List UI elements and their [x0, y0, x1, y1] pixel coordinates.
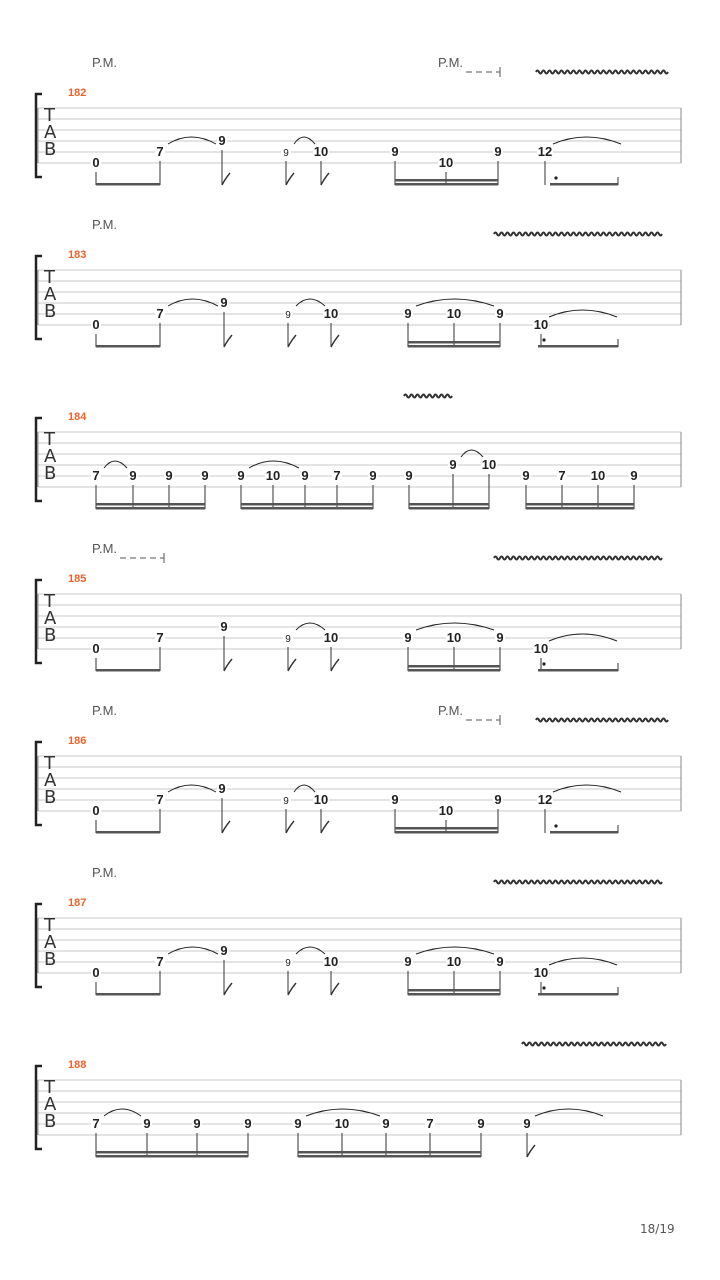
beam	[550, 183, 618, 186]
beam	[96, 1155, 248, 1158]
fret-number: 10	[438, 803, 454, 818]
fret-number: 9	[382, 1116, 390, 1131]
dot	[542, 986, 545, 989]
beam	[96, 669, 160, 672]
beam	[408, 345, 500, 348]
fret-number: 10	[446, 954, 462, 969]
fret-number: 10	[533, 965, 549, 980]
tab-clef-letter: T	[44, 105, 55, 126]
beam	[550, 831, 618, 834]
fret-number: 10	[446, 630, 462, 645]
dot	[542, 662, 545, 665]
note-flag	[527, 1145, 535, 1157]
system-bracket	[36, 1066, 42, 1149]
vibrato-mark	[494, 233, 662, 236]
fret-number: 10	[323, 306, 339, 321]
note-flag	[288, 659, 296, 671]
note-flag	[288, 335, 296, 347]
note-flag	[321, 821, 329, 833]
tab-clef-letter: A	[44, 122, 57, 143]
beam	[408, 669, 500, 672]
fret-number: 9	[285, 310, 291, 321]
tab-clef-letter: T	[44, 591, 55, 612]
note-flag	[224, 659, 232, 671]
tab-clef-letter: A	[44, 608, 57, 629]
fret-number: 10	[446, 306, 462, 321]
fret-number: 9	[143, 1116, 151, 1131]
fret-number: 9	[522, 468, 530, 483]
tab-clef-letter: T	[44, 429, 55, 450]
dot	[554, 176, 557, 179]
note-flag	[286, 821, 294, 833]
beam	[96, 183, 160, 186]
fret-number: 9	[496, 306, 504, 321]
vibrato-mark	[404, 395, 452, 398]
vibrato-mark	[536, 719, 668, 722]
fret-number: 9	[369, 468, 377, 483]
fret-number: 9	[405, 468, 413, 483]
fret-number: 9	[283, 796, 289, 807]
fret-number: 9	[294, 1116, 302, 1131]
fret-number: 9	[218, 133, 226, 148]
beam	[409, 507, 489, 510]
beam	[96, 993, 160, 996]
measure-number: 183	[68, 249, 87, 261]
beam	[538, 993, 618, 996]
beam	[96, 507, 205, 510]
fret-number: 10	[265, 468, 281, 483]
fret-number: 10	[313, 792, 329, 807]
fret-number: 10	[533, 641, 549, 656]
fret-number: 7	[156, 306, 164, 321]
beam	[96, 345, 160, 348]
beam	[395, 183, 498, 186]
fret-number: 12	[537, 144, 553, 159]
beam	[526, 507, 634, 510]
note-flag	[331, 659, 339, 671]
system-bracket	[36, 418, 42, 501]
fret-number: 10	[323, 954, 339, 969]
beam	[408, 993, 500, 996]
fret-number: 9	[237, 468, 245, 483]
beam	[298, 1155, 481, 1158]
fret-number: 9	[477, 1116, 485, 1131]
note-flag	[222, 821, 230, 833]
beam	[409, 503, 489, 506]
note-flag	[321, 173, 329, 185]
fret-number: 10	[590, 468, 606, 483]
fret-number: 9	[496, 954, 504, 969]
beam	[96, 1151, 248, 1154]
fret-number: 0	[92, 317, 100, 332]
beam	[526, 503, 634, 506]
dot	[554, 824, 557, 827]
beam	[96, 831, 160, 834]
fret-number: 9	[218, 781, 226, 796]
fret-number: 0	[92, 155, 100, 170]
note-flag	[331, 335, 339, 347]
vibrato-mark	[522, 1043, 666, 1046]
fret-number: 0	[92, 965, 100, 980]
tab-clef-letter: B	[44, 139, 57, 160]
beam	[241, 503, 373, 506]
tab-clef-letter: A	[44, 446, 57, 467]
fret-number: 9	[404, 306, 412, 321]
fret-number: 9	[404, 630, 412, 645]
fret-number: 7	[156, 792, 164, 807]
beam	[408, 989, 500, 992]
tab-clef-letter: T	[44, 915, 55, 936]
tab-clef-letter: T	[44, 267, 55, 288]
note-flag	[288, 983, 296, 995]
palm-mute-label: P.M.	[92, 55, 118, 70]
dot	[542, 338, 545, 341]
tab-clef-letter: B	[44, 949, 57, 970]
fret-number: 9	[165, 468, 173, 483]
fret-number: 10	[323, 630, 339, 645]
palm-mute-label: P.M.	[92, 217, 118, 232]
fret-number: 9	[630, 468, 638, 483]
tab-clef-letter: B	[44, 1111, 57, 1132]
fret-number: 7	[558, 468, 566, 483]
vibrato-mark	[494, 881, 662, 884]
fret-number: 9	[220, 295, 228, 310]
beam	[241, 507, 373, 510]
tab-clef-letter: A	[44, 932, 57, 953]
system-bracket	[36, 94, 42, 177]
fret-number: 9	[220, 943, 228, 958]
tab-clef-letter: B	[44, 301, 57, 322]
note-flag	[224, 983, 232, 995]
beam	[408, 665, 500, 668]
beam	[538, 345, 618, 348]
fret-number: 9	[494, 792, 502, 807]
fret-number: 9	[301, 468, 309, 483]
beam	[395, 831, 498, 834]
palm-mute-label: P.M.	[92, 703, 118, 718]
fret-number: 7	[156, 144, 164, 159]
beam	[96, 503, 205, 506]
tab-clef-letter: B	[44, 625, 57, 646]
fret-number: 9	[391, 144, 399, 159]
beam	[538, 669, 618, 672]
fret-number: 9	[129, 468, 137, 483]
fret-number: 10	[313, 144, 329, 159]
fret-number: 9	[391, 792, 399, 807]
page-number: 18/19	[640, 1222, 675, 1236]
fret-number: 0	[92, 641, 100, 656]
beam	[395, 827, 498, 830]
fret-number: 0	[92, 803, 100, 818]
fret-number: 9	[523, 1116, 531, 1131]
system-bracket	[36, 580, 42, 663]
system-bracket	[36, 256, 42, 339]
fret-number: 10	[334, 1116, 350, 1131]
vibrato-mark	[494, 557, 662, 560]
system-bracket	[36, 742, 42, 825]
tab-clef-letter: T	[44, 753, 55, 774]
fret-number: 9	[193, 1116, 201, 1131]
fret-number: 7	[426, 1116, 434, 1131]
tab-clef-letter: T	[44, 1077, 55, 1098]
palm-mute-label: P.M.	[92, 541, 118, 556]
fret-number: 10	[438, 155, 454, 170]
fret-number: 10	[481, 457, 497, 472]
fret-number: 12	[537, 792, 553, 807]
fret-number: 7	[92, 1116, 100, 1131]
note-flag	[286, 173, 294, 185]
beam	[298, 1151, 481, 1154]
note-flag	[222, 173, 230, 185]
tab-clef-letter: A	[44, 1094, 57, 1115]
fret-number: 7	[156, 954, 164, 969]
beam	[408, 341, 500, 344]
measure-number: 186	[68, 735, 87, 747]
fret-number: 7	[156, 630, 164, 645]
fret-number: 9	[496, 630, 504, 645]
beam	[395, 179, 498, 182]
system-bracket	[36, 904, 42, 987]
palm-mute-label: P.M.	[92, 865, 118, 880]
note-flag	[224, 335, 232, 347]
tab-clef-letter: B	[44, 463, 57, 484]
fret-number: 9	[201, 468, 209, 483]
tab-clef-letter: A	[44, 284, 57, 305]
palm-mute-label: P.M.	[438, 55, 464, 70]
fret-number: 7	[92, 468, 100, 483]
fret-number: 10	[533, 317, 549, 332]
tab-clef-letter: A	[44, 770, 57, 791]
fret-number: 9	[449, 457, 457, 472]
note-flag	[331, 983, 339, 995]
fret-number: 9	[285, 958, 291, 969]
palm-mute-label: P.M.	[438, 703, 464, 718]
tab-clef-letter: B	[44, 787, 57, 808]
measure-number: 187	[68, 897, 87, 909]
fret-number: 9	[285, 634, 291, 645]
fret-number: 9	[494, 144, 502, 159]
fret-number: 9	[244, 1116, 252, 1131]
measure-number: 185	[68, 573, 87, 585]
fret-number: 9	[283, 148, 289, 159]
fret-number: 9	[404, 954, 412, 969]
fret-number: 7	[333, 468, 341, 483]
measure-number: 182	[68, 87, 87, 99]
vibrato-mark	[536, 71, 668, 74]
measure-number: 188	[68, 1059, 87, 1071]
fret-number: 9	[220, 619, 228, 634]
measure-number: 184	[68, 411, 87, 423]
